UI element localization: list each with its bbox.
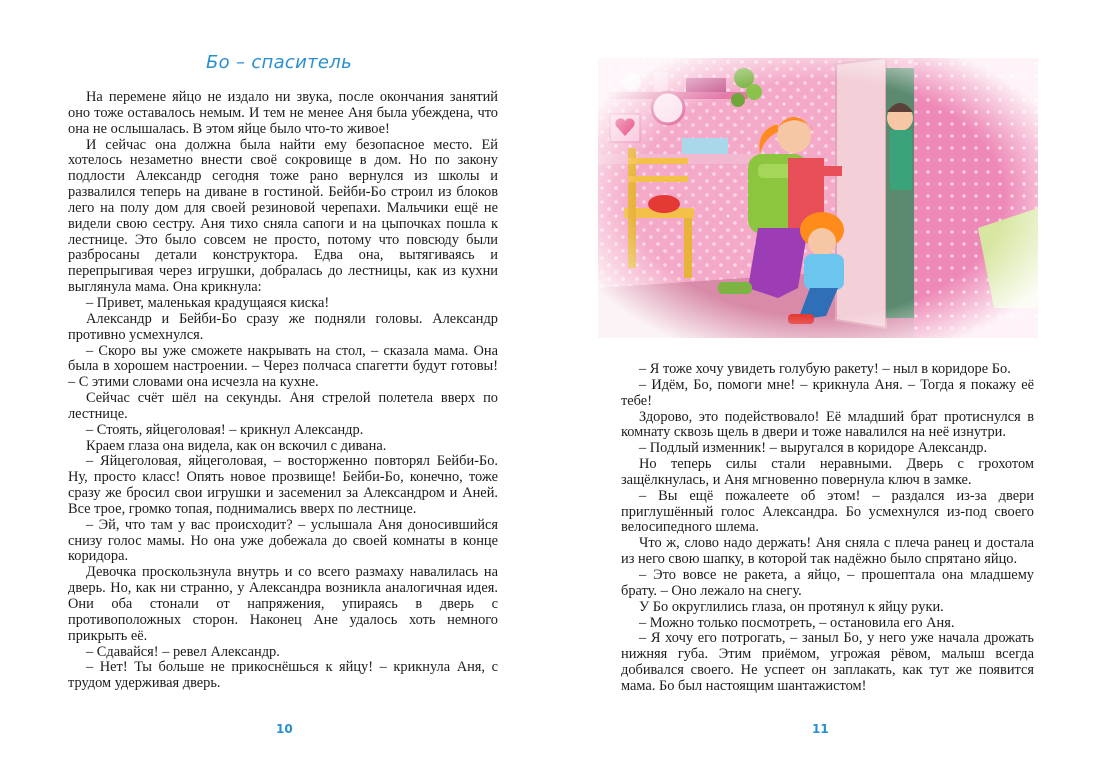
paragraph: – Я хочу его потрогать, – заныл Бо, у него уже начала дрожать нижняя губа. Этим приёмом, угрожая рёвом, малыш всегда добивался своего. Не успеет он заплакать, как тут же появится мама. Бо был настоящим шантажистом! <box>621 630 1034 694</box>
paragraph: – Можно только посмотреть, – остановила его Аня. <box>639 614 955 631</box>
paragraph: – Сдавайся! – ревел Александр. <box>86 643 280 660</box>
left-body-text <box>68 90 498 692</box>
paragraph: – Привет, маленькая крадущаяся киска! <box>86 294 330 311</box>
paragraph: – Подлый изменник! – выругался в коридоре Александр. <box>639 440 988 457</box>
paragraph: – Стоять, яйцеголовая! – крикнул Александр. <box>86 421 364 438</box>
chapter-title: Бо – спаситель <box>206 52 352 73</box>
paragraph: – Я тоже хочу увидеть голубую ракету! – ныл в коридоре Бо. <box>639 361 1011 377</box>
paragraph: – Скоро вы уже сможете накрывать на стол, – сказала мама. Она была в хорошем настроении. – Через полчаса спагетти будут готовы! – С этими словами она исчезла на кухне. <box>68 342 498 391</box>
paragraph: На перемене яйцо не издало ни звука, после окончания занятий оно тоже оставалось немым. И тем не менее Аня была убеждена, что она не ослышалась. В этом яйце было что-то живое! <box>68 89 498 137</box>
paragraph: – Яйцеголовая, яйцеголовая, – восторженно повторял Бейби-Бо. Ну, просто класс! Опять новое прозвище! Бейби-Бо, конечно, тоже сразу же бросил свои игрушки и засеменил за Александром и Аней. Все трое, громко топая, поднимались вверх по лестнице. <box>68 453 498 517</box>
paragraph: – Нет! Ты больше не прикоснёшься к яйцу! – крикнула Аня, с трудом удерживая дверь. <box>68 659 498 692</box>
paragraph: – Вы ещё пожалеете об этом! – раздался из-за двери приглушённый голос Александра. Бо усмехнулся из-под своего велосипедного шлема. <box>621 487 1034 536</box>
right-body-text <box>621 362 1034 695</box>
paragraph: Но теперь силы стали неравными. Дверь с грохотом защёлкнулась, и Аня мгновенно повернула ключ в замке. <box>621 456 1034 488</box>
page-number-left: 10 <box>276 722 293 736</box>
page-number-right: 11 <box>812 722 829 736</box>
paragraph: Краем глаза она видела, как он вскочил с дивана. <box>86 437 387 454</box>
paragraph: Здорово, это подействовало! Её младший брат протиснулся в комнату сквозь щель в двери и тоже навалился на неё изнутри. <box>621 408 1034 441</box>
paragraph: Девочка проскользнула внутрь и со всего размаху навалилась на дверь. Но, как ни странно, у Александра возникла аналогичная идея. Они оба стонали от напряжения, упираясь в дверь с противоположных сторон. Наконец Ане удалось хоть немного прикрыть её. <box>68 564 498 644</box>
paragraph: Что ж, слово надо держать! Аня сняла с плеча ранец и достала из него свою шапку, в которой так надёжно было спрятано яйцо. <box>621 535 1034 568</box>
paragraph: – Идём, Бо, помоги мне! – крикнула Аня. – Тогда я покажу её тебе! <box>621 376 1034 409</box>
paragraph: – Эй, что там у вас происходит? – услышала Аня доносившийся снизу голос мамы. Но она уже добежала до своей комнаты в конце коридора. <box>68 516 498 565</box>
paragraph: И сейчас она должна была найти ему безопасное место. Ей хотелось незаметно внести своё сокровище в дом. Но по закону подлости Александр сегодня тоже рано вернулся из школы и развалился теперь на диване в гостиной. Бейби-Бо строил из блоков лего на полу дом для своей резиновой черепахи. Мальчики ещё не видели свою сестру. Аня тихо сняла сапоги и на цыпочках пошла к лестнице. Это было совсем не просто, потому что повсюду были разбросаны детали конструктора. Едва она, вытягиваясь и перепрыгивая через игрушки, добралась до лестницы, как из кухни выглянула мама. Она крикнула: <box>68 136 498 296</box>
paragraph: У Бо округлились глаза, он протянул к яйцу руки. <box>639 598 944 615</box>
right-page <box>550 0 1100 772</box>
paragraph: Александр и Бейби-Бо сразу же подняли головы. Александр противно усмехнулся. <box>68 310 498 343</box>
paragraph: – Это вовсе не ракета, а яйцо, – прошептала она младшему брату. – Оно лежало на снегу. <box>621 566 1034 599</box>
paragraph: Сейчас счёт шёл на секунды. Аня стрелой полетела вверх по лестнице. <box>68 390 498 422</box>
story-illustration <box>598 58 1038 338</box>
